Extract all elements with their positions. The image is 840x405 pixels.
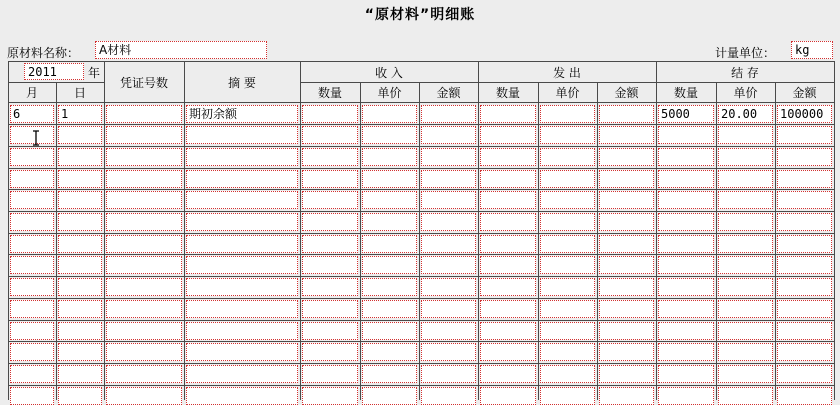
cell-outgo-price[interactable] — [540, 256, 595, 274]
cell-month[interactable] — [10, 256, 54, 274]
cell-income-qty[interactable] — [302, 256, 358, 274]
cell-balance-qty[interactable] — [658, 213, 714, 231]
year-field[interactable]: 2011 — [24, 63, 84, 80]
cell-income-amount[interactable] — [421, 191, 476, 209]
cell-balance-qty[interactable] — [658, 256, 714, 274]
text-cursor-icon — [31, 130, 41, 146]
cell-day[interactable] — [58, 322, 102, 340]
cell-income-price[interactable] — [362, 170, 417, 188]
cell-voucher[interactable] — [106, 256, 182, 274]
cell-balance-amount[interactable] — [777, 170, 832, 188]
cell-outgo-amount[interactable] — [599, 213, 654, 231]
cell-voucher[interactable] — [106, 105, 182, 123]
grid-line — [538, 82, 539, 400]
grid-line — [8, 298, 834, 299]
unit-label: 计量单位： — [715, 46, 776, 60]
income-header: 收 入 — [375, 65, 403, 80]
grid-line — [360, 82, 361, 400]
cell-voucher[interactable] — [106, 191, 182, 209]
grid-line — [834, 61, 835, 400]
cell-income-amount[interactable] — [421, 170, 476, 188]
cell-balance-amount[interactable] — [777, 213, 832, 231]
day-header: 日 — [73, 85, 86, 100]
cell-outgo-price[interactable] — [540, 300, 595, 318]
income-qty-header: 数量 — [317, 85, 342, 100]
outgo-amount-header: 金额 — [614, 85, 639, 100]
cell-income-amount[interactable] — [421, 126, 476, 144]
cell-balance-price[interactable] — [718, 148, 773, 166]
summary-header: 摘 要 — [228, 75, 256, 90]
cell-income-price[interactable] — [362, 235, 417, 253]
cell-summary[interactable] — [186, 300, 298, 318]
grid-line — [8, 385, 834, 386]
grid-line — [56, 82, 57, 400]
cell-balance-amount[interactable] — [777, 387, 832, 405]
cell-income-price[interactable] — [362, 256, 417, 274]
grid-line — [8, 102, 834, 103]
cell-outgo-qty[interactable] — [480, 148, 536, 166]
cell-outgo-price[interactable] — [540, 387, 595, 405]
cell-day[interactable] — [58, 365, 102, 383]
cell-income-qty[interactable] — [302, 105, 358, 123]
cell-voucher[interactable] — [106, 235, 182, 253]
cell-outgo-price[interactable] — [540, 148, 595, 166]
cell-outgo-price[interactable] — [540, 170, 595, 188]
outgo-price-header: 单价 — [555, 85, 580, 100]
cell-outgo-amount[interactable] — [599, 105, 654, 123]
grid-line — [8, 233, 834, 234]
cell-balance-qty[interactable]: 5000 — [658, 105, 714, 123]
cell-balance-price[interactable]: 20.00 — [718, 105, 773, 123]
grid-line — [8, 189, 834, 190]
cell-balance-qty[interactable] — [658, 126, 714, 144]
cell-balance-qty[interactable] — [658, 343, 714, 361]
cell-outgo-qty[interactable] — [480, 387, 536, 405]
cell-summary[interactable] — [186, 126, 298, 144]
cell-month[interactable] — [10, 365, 54, 383]
cell-outgo-qty[interactable] — [480, 126, 536, 144]
cell-income-amount[interactable] — [421, 235, 476, 253]
cell-income-amount[interactable] — [421, 256, 476, 274]
outgo-header: 发 出 — [553, 65, 581, 80]
cell-balance-amount[interactable] — [777, 148, 832, 166]
cell-balance-amount[interactable] — [777, 126, 832, 144]
grid-line — [716, 82, 717, 400]
grid-line — [775, 82, 776, 400]
cell-income-amount[interactable] — [421, 300, 476, 318]
material-name-label: 原材料名称： — [7, 46, 80, 60]
cell-voucher[interactable] — [106, 322, 182, 340]
cell-day[interactable] — [58, 343, 102, 361]
cell-outgo-qty[interactable] — [480, 105, 536, 123]
cell-income-amount[interactable] — [421, 213, 476, 231]
cell-outgo-qty[interactable] — [480, 170, 536, 188]
cell-outgo-qty[interactable] — [480, 343, 536, 361]
cell-income-qty[interactable] — [302, 126, 358, 144]
cell-income-amount[interactable] — [421, 365, 476, 383]
cell-voucher[interactable] — [106, 387, 182, 405]
cell-voucher[interactable] — [106, 300, 182, 318]
cell-summary[interactable] — [186, 148, 298, 166]
income-amount-header: 金额 — [436, 85, 461, 100]
cell-income-amount[interactable] — [421, 387, 476, 405]
grid-line — [300, 61, 301, 400]
grid-line — [8, 320, 834, 321]
grid-line — [8, 341, 834, 342]
grid-line — [8, 61, 9, 400]
cell-balance-qty[interactable] — [658, 365, 714, 383]
cell-summary[interactable] — [186, 213, 298, 231]
cell-summary[interactable] — [186, 278, 298, 296]
cell-summary[interactable] — [186, 170, 298, 188]
cell-balance-price[interactable] — [718, 343, 773, 361]
cell-day[interactable] — [58, 278, 102, 296]
cell-outgo-amount[interactable] — [599, 191, 654, 209]
cell-outgo-amount[interactable] — [599, 256, 654, 274]
grid-line — [8, 124, 834, 125]
cell-balance-qty[interactable] — [658, 170, 714, 188]
outgo-qty-header: 数量 — [495, 85, 520, 100]
cell-income-price[interactable] — [362, 387, 417, 405]
unit-field[interactable]: kg — [791, 41, 833, 59]
cell-outgo-amount[interactable] — [599, 148, 654, 166]
cell-balance-amount[interactable] — [777, 322, 832, 340]
cell-outgo-amount[interactable] — [599, 322, 654, 340]
cell-balance-price[interactable] — [718, 365, 773, 383]
cell-voucher[interactable] — [106, 126, 182, 144]
cell-balance-qty[interactable] — [658, 235, 714, 253]
cell-income-qty[interactable] — [302, 365, 358, 383]
cell-balance-amount[interactable] — [777, 235, 832, 253]
cell-month[interactable] — [10, 235, 54, 253]
cell-voucher[interactable] — [106, 365, 182, 383]
cell-summary[interactable] — [186, 256, 298, 274]
cell-month[interactable] — [10, 387, 54, 405]
cell-day[interactable] — [58, 300, 102, 318]
cell-day[interactable] — [58, 126, 102, 144]
cell-voucher[interactable] — [106, 170, 182, 188]
cell-outgo-price[interactable] — [540, 343, 595, 361]
cell-outgo-price[interactable] — [540, 105, 595, 123]
cell-day[interactable] — [58, 191, 102, 209]
cell-balance-price[interactable] — [718, 235, 773, 253]
grid-line — [104, 61, 105, 400]
cell-balance-qty[interactable] — [658, 148, 714, 166]
cell-voucher[interactable] — [106, 148, 182, 166]
cell-summary[interactable]: 期初余额 — [186, 105, 298, 123]
cell-balance-amount[interactable] — [777, 365, 832, 383]
cell-income-price[interactable] — [362, 213, 417, 231]
cell-income-qty[interactable] — [302, 148, 358, 166]
month-header: 月 — [25, 85, 38, 100]
cell-outgo-qty[interactable] — [480, 300, 536, 318]
cell-balance-price[interactable] — [718, 191, 773, 209]
cell-outgo-price[interactable] — [540, 213, 595, 231]
cell-balance-price[interactable] — [718, 170, 773, 188]
cell-income-qty[interactable] — [302, 235, 358, 253]
cell-outgo-price[interactable] — [540, 322, 595, 340]
cell-income-price[interactable] — [362, 278, 417, 296]
grid-line — [8, 363, 834, 364]
cell-income-price[interactable] — [362, 322, 417, 340]
cell-balance-price[interactable] — [718, 300, 773, 318]
cell-month[interactable] — [10, 170, 54, 188]
grid-line — [8, 168, 834, 169]
cell-balance-qty[interactable] — [658, 387, 714, 405]
cell-day[interactable] — [58, 256, 102, 274]
cell-balance-amount[interactable] — [777, 343, 832, 361]
grid-line — [8, 61, 834, 62]
cell-income-qty[interactable] — [302, 213, 358, 231]
cell-outgo-amount[interactable] — [599, 126, 654, 144]
cell-outgo-qty[interactable] — [480, 256, 536, 274]
cell-month[interactable] — [10, 322, 54, 340]
grid-line — [300, 82, 834, 83]
cell-day[interactable]: 1 — [58, 105, 102, 123]
cell-balance-qty[interactable] — [658, 322, 714, 340]
cell-month[interactable] — [10, 343, 54, 361]
cell-outgo-amount[interactable] — [599, 343, 654, 361]
cell-income-amount[interactable] — [421, 105, 476, 123]
cell-income-amount[interactable] — [421, 148, 476, 166]
cell-outgo-price[interactable] — [540, 278, 595, 296]
cell-month[interactable] — [10, 148, 54, 166]
year-suffix: 年 — [87, 65, 100, 80]
cell-outgo-price[interactable] — [540, 191, 595, 209]
cell-summary[interactable] — [186, 343, 298, 361]
balance-amount-header: 金额 — [792, 85, 817, 100]
cell-balance-qty[interactable] — [658, 300, 714, 318]
material-name-field[interactable]: A材料 — [95, 41, 267, 59]
cell-outgo-amount[interactable] — [599, 300, 654, 318]
cell-income-price[interactable] — [362, 365, 417, 383]
cell-outgo-price[interactable] — [540, 126, 595, 144]
cell-day[interactable] — [58, 148, 102, 166]
cell-income-qty[interactable] — [302, 191, 358, 209]
cell-income-price[interactable] — [362, 105, 417, 123]
cell-income-price[interactable] — [362, 343, 417, 361]
cell-month[interactable] — [10, 278, 54, 296]
voucher-header: 凭证号数 — [119, 75, 168, 90]
grid-line — [478, 61, 479, 400]
cell-balance-amount[interactable] — [777, 300, 832, 318]
cell-day[interactable] — [58, 170, 102, 188]
cell-balance-amount[interactable]: 100000 — [777, 105, 832, 123]
balance-qty-header: 数量 — [673, 85, 698, 100]
cell-month[interactable]: 6 — [10, 105, 54, 123]
cell-outgo-qty[interactable] — [480, 235, 536, 253]
cell-outgo-price[interactable] — [540, 365, 595, 383]
cell-outgo-price[interactable] — [540, 235, 595, 253]
cell-balance-qty[interactable] — [658, 278, 714, 296]
cell-balance-price[interactable] — [718, 256, 773, 274]
cell-income-price[interactable] — [362, 126, 417, 144]
cell-income-price[interactable] — [362, 300, 417, 318]
balance-price-header: 单价 — [733, 85, 758, 100]
cell-income-amount[interactable] — [421, 278, 476, 296]
cell-outgo-amount[interactable] — [599, 235, 654, 253]
cell-outgo-qty[interactable] — [480, 191, 536, 209]
cell-income-qty[interactable] — [302, 170, 358, 188]
cell-voucher[interactable] — [106, 213, 182, 231]
page-title: “原材料”明细账 — [364, 7, 476, 23]
cell-income-amount[interactable] — [421, 343, 476, 361]
cell-income-qty[interactable] — [302, 343, 358, 361]
cell-income-qty[interactable] — [302, 387, 358, 405]
cell-voucher[interactable] — [106, 278, 182, 296]
balance-header: 结 存 — [731, 65, 759, 80]
cell-day[interactable] — [58, 387, 102, 405]
grid-line — [656, 61, 657, 400]
cell-outgo-qty[interactable] — [480, 322, 536, 340]
cell-outgo-qty[interactable] — [480, 365, 536, 383]
cell-balance-price[interactable] — [718, 126, 773, 144]
cell-balance-amount[interactable] — [777, 191, 832, 209]
cell-balance-price[interactable] — [718, 387, 773, 405]
cell-balance-amount[interactable] — [777, 278, 832, 296]
cell-outgo-amount[interactable] — [599, 365, 654, 383]
cell-income-price[interactable] — [362, 148, 417, 166]
cell-balance-price[interactable] — [718, 278, 773, 296]
cell-month[interactable] — [10, 300, 54, 318]
grid-line — [8, 276, 834, 277]
cell-month[interactable] — [10, 213, 54, 231]
cell-income-qty[interactable] — [302, 278, 358, 296]
cell-summary[interactable] — [186, 322, 298, 340]
cell-outgo-amount[interactable] — [599, 387, 654, 405]
income-price-header: 单价 — [377, 85, 402, 100]
grid-line — [184, 61, 185, 400]
cell-summary[interactable] — [186, 235, 298, 253]
cell-summary[interactable] — [186, 387, 298, 405]
grid-line — [8, 82, 104, 83]
grid-line — [419, 82, 420, 400]
cell-outgo-amount[interactable] — [599, 170, 654, 188]
cell-day[interactable] — [58, 235, 102, 253]
cell-voucher[interactable] — [106, 343, 182, 361]
cell-income-amount[interactable] — [421, 322, 476, 340]
grid-line — [8, 254, 834, 255]
cell-summary[interactable] — [186, 365, 298, 383]
grid-line — [8, 211, 834, 212]
grid-line — [8, 146, 834, 147]
cell-balance-qty[interactable] — [658, 191, 714, 209]
cell-outgo-amount[interactable] — [599, 278, 654, 296]
cell-balance-price[interactable] — [718, 322, 773, 340]
grid-line — [597, 82, 598, 400]
cell-income-qty[interactable] — [302, 322, 358, 340]
cell-balance-amount[interactable] — [777, 256, 832, 274]
cell-balance-price[interactable] — [718, 213, 773, 231]
cell-month[interactable] — [10, 191, 54, 209]
cell-day[interactable] — [58, 213, 102, 231]
cell-summary[interactable] — [186, 191, 298, 209]
cell-income-price[interactable] — [362, 191, 417, 209]
cell-income-qty[interactable] — [302, 300, 358, 318]
cell-outgo-qty[interactable] — [480, 213, 536, 231]
cell-outgo-qty[interactable] — [480, 278, 536, 296]
